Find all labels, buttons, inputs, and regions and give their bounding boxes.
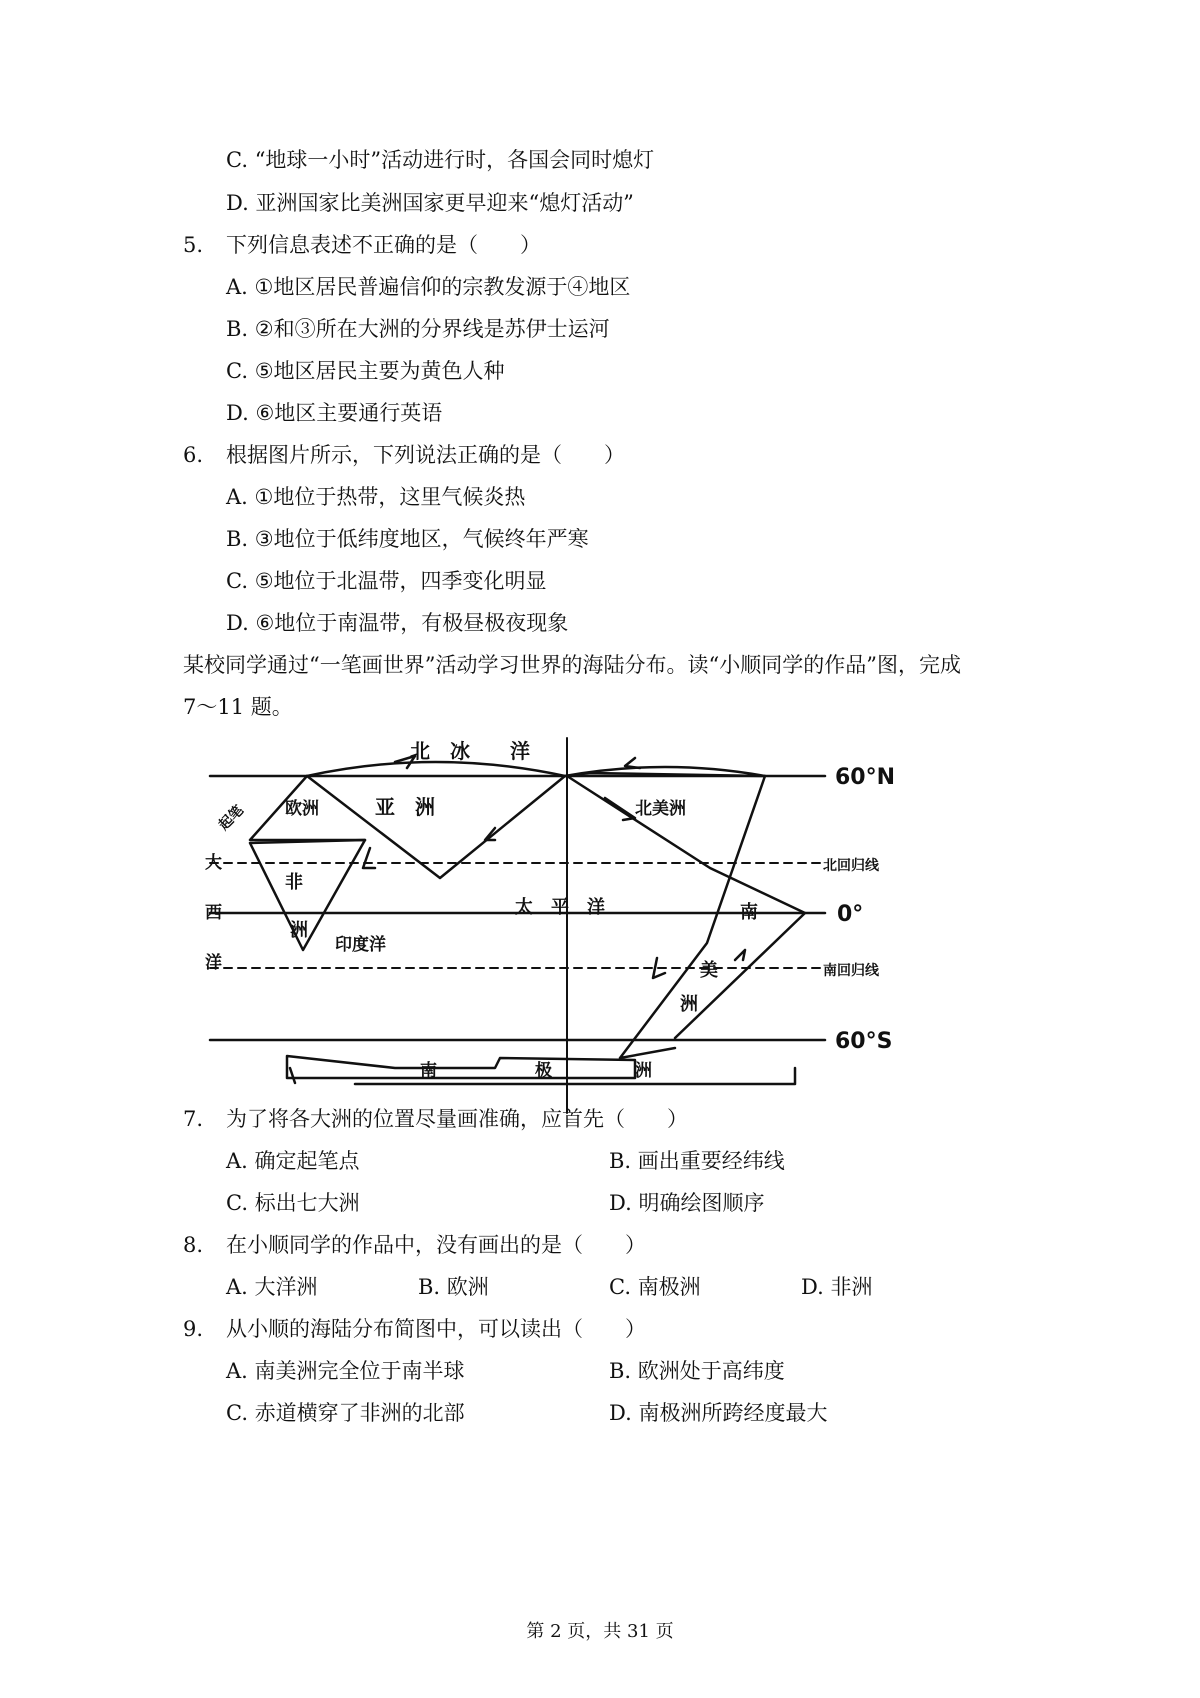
option-letter: D. bbox=[609, 1191, 632, 1215]
question-stem: 下列信息表述不正确的是（ ） bbox=[226, 233, 541, 257]
world-sketch-figure bbox=[195, 728, 955, 1133]
q8-option-b bbox=[418, 1273, 489, 1301]
option-letter: C. bbox=[226, 1191, 248, 1215]
option-letter: C. bbox=[226, 569, 248, 593]
option-text: “地球一小时”活动进行时，各国会同时熄灯 bbox=[254, 148, 655, 172]
label-60n: 60°N bbox=[835, 765, 896, 790]
option-letter: D. bbox=[609, 1401, 632, 1425]
question-stem: 根据图片所示，下列说法正确的是（ ） bbox=[226, 443, 625, 467]
prev-option-d bbox=[226, 189, 634, 217]
label-atlantic-2: 西 bbox=[205, 903, 222, 923]
option-letter: A. bbox=[226, 485, 248, 509]
q7-option-b bbox=[609, 1147, 785, 1175]
option-text: ②和③所在大洲的分界线是苏伊士运河 bbox=[254, 317, 610, 341]
label-indian-ocean: 印度洋 bbox=[335, 935, 386, 955]
label-pacific: 太 平 洋 bbox=[515, 897, 605, 918]
option-text: 赤道横穿了非洲的北部 bbox=[254, 1401, 465, 1425]
label-asia: 亚 洲 bbox=[375, 795, 435, 819]
q7-option-a bbox=[226, 1147, 360, 1175]
outline-antarctica bbox=[287, 1056, 635, 1078]
option-text: 南美洲完全位于南半球 bbox=[254, 1359, 465, 1383]
option-letter: A. bbox=[226, 1149, 248, 1173]
arrow-sa bbox=[735, 950, 745, 960]
intro-line-2: 7～11 题。 bbox=[183, 695, 293, 719]
q6-option-c bbox=[226, 567, 547, 595]
label-sa-3: 洲 bbox=[680, 994, 698, 1015]
option-text: ⑤地区居民主要为黄色人种 bbox=[254, 359, 505, 383]
intro-line-1: 某校同学通过“一笔画世界”活动学习世界的海陆分布。读“小顺同学的作品”图，完成 bbox=[183, 653, 961, 677]
q8-option-c bbox=[609, 1273, 701, 1301]
page-footer: 第 2 页，共 31 页 bbox=[526, 1621, 674, 1642]
option-letter: B. bbox=[609, 1149, 632, 1173]
question-number: 8. bbox=[183, 1233, 204, 1257]
option-text: ①地区居民普遍信仰的宗教发源于④地区 bbox=[254, 275, 631, 299]
q5-option-d bbox=[226, 399, 442, 427]
option-letter: C. bbox=[226, 148, 248, 172]
question-stem: 为了将各大洲的位置尽量画准确，应首先（ ） bbox=[226, 1107, 688, 1131]
label-antarctica-1: 南 bbox=[420, 1061, 437, 1081]
arrow-africa bbox=[363, 848, 375, 868]
label-atlantic-1: 大 bbox=[205, 853, 222, 873]
label-equator: 0° bbox=[837, 902, 864, 927]
option-letter: C. bbox=[609, 1275, 631, 1299]
option-text: 亚洲国家比美洲国家更早迎来“熄灯活动” bbox=[255, 191, 634, 215]
q7-option-d bbox=[609, 1189, 764, 1217]
option-text: 南极洲 bbox=[637, 1275, 701, 1299]
option-text: 南极洲所跨经度最大 bbox=[638, 1401, 828, 1425]
option-text: 画出重要经纬线 bbox=[637, 1149, 785, 1173]
option-text: 欧洲处于高纬度 bbox=[637, 1359, 785, 1383]
q9-option-c bbox=[226, 1399, 465, 1427]
question-number: 5. bbox=[183, 233, 204, 257]
option-text: 非洲 bbox=[830, 1275, 873, 1299]
q6-option-a bbox=[226, 483, 525, 511]
option-text: ⑥地区主要通行英语 bbox=[255, 401, 443, 425]
option-letter: B. bbox=[226, 317, 249, 341]
question-number: 9. bbox=[183, 1317, 204, 1341]
q9-option-d bbox=[609, 1399, 827, 1427]
q8-option-a bbox=[226, 1273, 318, 1301]
question-stem: 从小顺的海陆分布简图中，可以读出（ ） bbox=[226, 1317, 646, 1341]
option-text: 大洋洲 bbox=[254, 1275, 318, 1299]
label-antarctica-2: 极 bbox=[535, 1061, 552, 1081]
q7-option-c bbox=[226, 1189, 360, 1217]
q5-option-b bbox=[226, 315, 610, 343]
question-stem: 在小顺同学的作品中，没有画出的是（ ） bbox=[226, 1233, 646, 1257]
question-number: 7. bbox=[183, 1107, 204, 1131]
question-number: 6. bbox=[183, 443, 204, 467]
option-text: 明确绘图顺序 bbox=[638, 1191, 765, 1215]
option-text: ③地位于低纬度地区，气候终年严寒 bbox=[254, 527, 589, 551]
option-letter: C. bbox=[226, 359, 248, 383]
label-africa-1: 非 bbox=[285, 872, 303, 893]
option-text: ⑤地位于北温带，四季变化明显 bbox=[254, 569, 547, 593]
option-letter: D. bbox=[226, 401, 249, 425]
label-tropic-cancer: 北回归线 bbox=[823, 858, 879, 874]
q9-option-a bbox=[226, 1357, 465, 1385]
option-letter: D. bbox=[801, 1275, 824, 1299]
option-letter: D. bbox=[226, 611, 249, 635]
label-africa-2: 洲 bbox=[290, 920, 308, 941]
label-europe: 欧洲 bbox=[285, 799, 319, 819]
label-arctic-ocean: 北 冰 洋 bbox=[410, 739, 530, 763]
label-sa-2: 美 bbox=[700, 960, 718, 981]
option-letter: B. bbox=[226, 527, 249, 551]
q5-option-c bbox=[226, 357, 505, 385]
option-letter: A. bbox=[226, 1275, 248, 1299]
label-start: 起笔 bbox=[215, 802, 247, 834]
option-letter: A. bbox=[226, 1359, 248, 1383]
option-letter: A. bbox=[226, 275, 248, 299]
q8-option-d bbox=[801, 1273, 872, 1301]
label-antarctica-3: 洲 bbox=[635, 1061, 652, 1081]
option-text: 欧洲 bbox=[446, 1275, 489, 1299]
option-letter: C. bbox=[226, 1401, 248, 1425]
prev-option-c bbox=[226, 146, 654, 174]
label-tropic-capricorn: 南回归线 bbox=[823, 963, 879, 979]
option-text: ⑥地位于南温带，有极昼极夜现象 bbox=[255, 611, 569, 635]
option-letter: D. bbox=[226, 191, 249, 215]
option-letter: B. bbox=[418, 1275, 441, 1299]
q9-option-b bbox=[609, 1357, 785, 1385]
option-text: 确定起笔点 bbox=[254, 1149, 360, 1173]
option-letter: B. bbox=[609, 1359, 632, 1383]
label-60s: 60°S bbox=[835, 1029, 893, 1054]
label-atlantic-3: 洋 bbox=[205, 953, 222, 973]
q6-option-d bbox=[226, 609, 568, 637]
label-north-america: 北美洲 bbox=[635, 799, 686, 819]
option-text: ①地位于热带，这里气候炎热 bbox=[254, 485, 526, 509]
label-sa-1: 南 bbox=[740, 902, 758, 923]
option-text: 标出七大洲 bbox=[254, 1191, 360, 1215]
arrow-arctic bbox=[625, 758, 640, 768]
q6-option-b bbox=[226, 525, 589, 553]
q5-option-a bbox=[226, 273, 630, 301]
